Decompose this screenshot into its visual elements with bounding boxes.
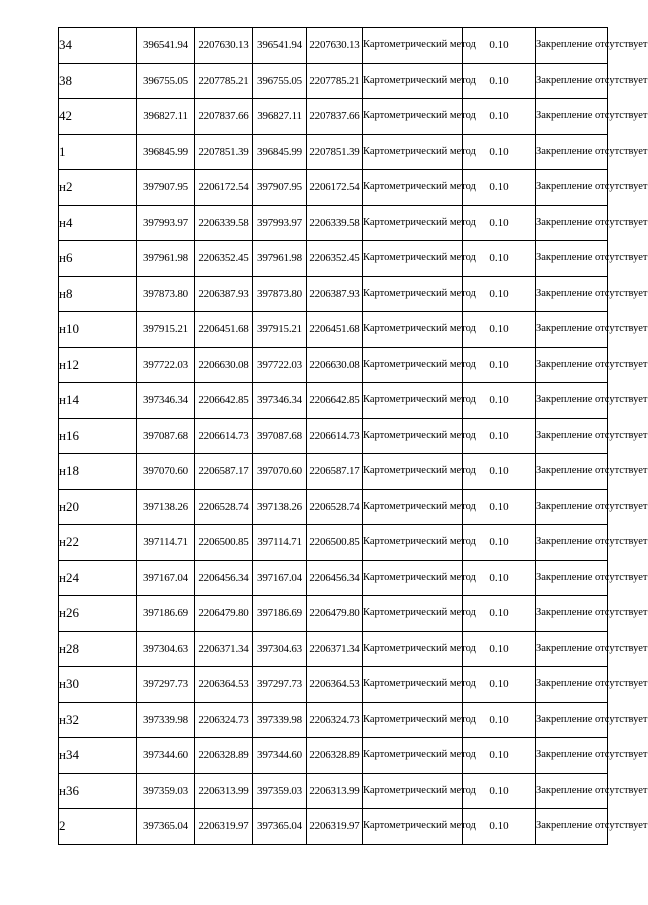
method-cell: Картометрический метод [363,205,463,241]
fixing-cell: Закрепление отсутствует [536,489,608,525]
table-body [59,28,648,845]
method-cell: Картометрический метод [363,773,463,809]
method-cell: Картометрический метод [363,489,463,525]
accuracy-cell: 0.10 [463,631,536,667]
fixing-cell: Закрепление отсутствует [536,596,608,632]
point-number-cell: н12 [59,347,137,383]
new-y-cell: 2206371.34 [307,631,363,667]
table-row [59,702,608,738]
existing-y-cell: 2206339.58 [195,205,253,241]
table-row [59,383,608,419]
new-y-cell: 2206172.54 [307,170,363,206]
existing-x-cell: 397722.03 [137,347,195,383]
new-x-cell: 397993.97 [253,205,307,241]
accuracy-cell: 0.10 [463,418,536,454]
point-number-cell: н34 [59,738,137,774]
fixing-cell: Закрепление отсутствует [536,63,608,99]
existing-y-cell: 2206587.17 [195,454,253,490]
method-cell: Картометрический метод [363,170,463,206]
new-x-cell: 397087.68 [253,418,307,454]
new-y-cell: 2206328.89 [307,738,363,774]
existing-x-cell: 397138.26 [137,489,195,525]
method-cell: Картометрический метод [363,454,463,490]
point-number-cell: 42 [59,99,137,135]
accuracy-cell: 0.10 [463,312,536,348]
point-number-cell: н26 [59,596,137,632]
method-cell: Картометрический метод [363,596,463,632]
method-cell: Картометрический метод [363,809,463,845]
new-y-cell: 2206614.73 [307,418,363,454]
existing-y-cell: 2207630.13 [195,28,253,64]
table-row [59,525,608,561]
existing-y-cell: 2206451.68 [195,312,253,348]
existing-x-cell: 396755.05 [137,63,195,99]
new-y-cell: 2207785.21 [307,63,363,99]
existing-x-cell: 397339.98 [137,702,195,738]
table-row [59,596,608,632]
point-number-cell: н10 [59,312,137,348]
fixing-cell: Закрепление отсутствует [536,28,608,64]
accuracy-cell: 0.10 [463,205,536,241]
point-number-cell: н4 [59,205,137,241]
new-y-cell: 2206387.93 [307,276,363,312]
existing-y-cell: 2206500.85 [195,525,253,561]
point-number-cell: н22 [59,525,137,561]
new-y-cell: 2207837.66 [307,99,363,135]
new-x-cell: 397138.26 [253,489,307,525]
new-x-cell: 397346.34 [253,383,307,419]
point-number-cell: н8 [59,276,137,312]
method-cell: Картометрический метод [363,702,463,738]
accuracy-cell: 0.10 [463,276,536,312]
method-cell: Картометрический метод [363,418,463,454]
point-number-cell: 1 [59,134,137,170]
accuracy-cell: 0.10 [463,525,536,561]
fixing-cell: Закрепление отсутствует [536,205,608,241]
new-x-cell: 397915.21 [253,312,307,348]
point-number-cell: н36 [59,773,137,809]
point-number-cell: н20 [59,489,137,525]
new-x-cell: 397961.98 [253,241,307,277]
new-x-cell: 397344.60 [253,738,307,774]
point-number-cell: н18 [59,454,137,490]
existing-y-cell: 2206479.80 [195,596,253,632]
existing-x-cell: 397915.21 [137,312,195,348]
existing-y-cell: 2206630.08 [195,347,253,383]
method-cell: Картометрический метод [363,276,463,312]
new-x-cell: 396541.94 [253,28,307,64]
fixing-cell: Закрепление отсутствует [536,560,608,596]
existing-x-cell: 397087.68 [137,418,195,454]
accuracy-cell: 0.10 [463,99,536,135]
existing-y-cell: 2206313.99 [195,773,253,809]
table-row [59,631,608,667]
point-number-cell: н6 [59,241,137,277]
point-number-cell: 2 [59,809,137,845]
new-x-cell: 397304.63 [253,631,307,667]
new-x-cell: 397339.98 [253,702,307,738]
new-x-cell: 397167.04 [253,560,307,596]
new-x-cell: 397359.03 [253,773,307,809]
new-x-cell: 396827.11 [253,99,307,135]
accuracy-cell: 0.10 [463,809,536,845]
new-y-cell: 2206364.53 [307,667,363,703]
existing-x-cell: 396845.99 [137,134,195,170]
existing-x-cell: 397186.69 [137,596,195,632]
accuracy-cell: 0.10 [463,241,536,277]
table-row [59,63,608,99]
accuracy-cell: 0.10 [463,134,536,170]
new-y-cell: 2206352.45 [307,241,363,277]
existing-y-cell: 2206371.34 [195,631,253,667]
fixing-cell: Закрепление отсутствует [536,134,608,170]
table-row [59,560,608,596]
accuracy-cell: 0.10 [463,454,536,490]
existing-y-cell: 2207785.21 [195,63,253,99]
existing-x-cell: 397907.95 [137,170,195,206]
existing-x-cell: 396541.94 [137,28,195,64]
fixing-cell: Закрепление отсутствует [536,525,608,561]
point-number-cell: н24 [59,560,137,596]
method-cell: Картометрический метод [363,738,463,774]
table-row [59,773,608,809]
new-y-cell: 2206528.74 [307,489,363,525]
fixing-cell: Закрепление отсутствует [536,241,608,277]
table-row [59,418,608,454]
new-y-cell: 2206451.68 [307,312,363,348]
existing-x-cell: 397365.04 [137,809,195,845]
existing-y-cell: 2206172.54 [195,170,253,206]
fixing-cell: Закрепление отсутствует [536,418,608,454]
point-number-cell: 38 [59,63,137,99]
accuracy-cell: 0.10 [463,773,536,809]
new-y-cell: 2206500.85 [307,525,363,561]
fixing-cell: Закрепление отсутствует [536,702,608,738]
fixing-cell: Закрепление отсутствует [536,738,608,774]
existing-x-cell: 397346.34 [137,383,195,419]
table-row [59,738,608,774]
accuracy-cell: 0.10 [463,28,536,64]
point-number-cell: н28 [59,631,137,667]
fixing-cell: Закрепление отсутствует [536,631,608,667]
fixing-cell: Закрепление отсутствует [536,667,608,703]
method-cell: Картометрический метод [363,525,463,561]
accuracy-cell: 0.10 [463,347,536,383]
new-x-cell: 397365.04 [253,809,307,845]
method-cell: Картометрический метод [363,63,463,99]
method-cell: Картометрический метод [363,28,463,64]
point-number-cell: н32 [59,702,137,738]
existing-y-cell: 2206642.85 [195,383,253,419]
new-y-cell: 2206456.34 [307,560,363,596]
table-row [59,347,608,383]
existing-x-cell: 397167.04 [137,560,195,596]
method-cell: Картометрический метод [363,383,463,419]
accuracy-cell: 0.10 [463,63,536,99]
table-row [59,454,608,490]
accuracy-cell: 0.10 [463,383,536,419]
accuracy-cell: 0.10 [463,702,536,738]
fixing-cell: Закрепление отсутствует [536,170,608,206]
existing-y-cell: 2206324.73 [195,702,253,738]
method-cell: Картометрический метод [363,99,463,135]
new-x-cell: 397186.69 [253,596,307,632]
existing-y-cell: 2206328.89 [195,738,253,774]
existing-y-cell: 2206352.45 [195,241,253,277]
fixing-cell: Закрепление отсутствует [536,809,608,845]
table-row [59,809,608,845]
fixing-cell: Закрепление отсутствует [536,276,608,312]
existing-y-cell: 2206456.34 [195,560,253,596]
new-x-cell: 397907.95 [253,170,307,206]
existing-y-cell: 2206614.73 [195,418,253,454]
table-row [59,28,608,64]
existing-x-cell: 397297.73 [137,667,195,703]
existing-y-cell: 2206387.93 [195,276,253,312]
new-y-cell: 2206324.73 [307,702,363,738]
accuracy-cell: 0.10 [463,560,536,596]
coordinates-table [58,27,648,845]
existing-y-cell: 2207837.66 [195,99,253,135]
table-row [59,134,608,170]
new-y-cell: 2206313.99 [307,773,363,809]
method-cell: Картометрический метод [363,347,463,383]
new-y-cell: 2207851.39 [307,134,363,170]
existing-y-cell: 2206528.74 [195,489,253,525]
existing-x-cell: 397993.97 [137,205,195,241]
fixing-cell: Закрепление отсутствует [536,383,608,419]
existing-x-cell: 397304.63 [137,631,195,667]
point-number-cell: н16 [59,418,137,454]
table-row [59,312,608,348]
table-row [59,99,608,135]
new-y-cell: 2206339.58 [307,205,363,241]
existing-x-cell: 397344.60 [137,738,195,774]
method-cell: Картометрический метод [363,312,463,348]
new-x-cell: 397722.03 [253,347,307,383]
point-number-cell: н2 [59,170,137,206]
accuracy-cell: 0.10 [463,738,536,774]
new-y-cell: 2206630.08 [307,347,363,383]
new-x-cell: 397873.80 [253,276,307,312]
method-cell: Картометрический метод [363,241,463,277]
existing-y-cell: 2206319.97 [195,809,253,845]
point-number-cell: н14 [59,383,137,419]
existing-x-cell: 397961.98 [137,241,195,277]
new-y-cell: 2206319.97 [307,809,363,845]
existing-y-cell: 2207851.39 [195,134,253,170]
existing-x-cell: 397359.03 [137,773,195,809]
fixing-cell: Закрепление отсутствует [536,312,608,348]
accuracy-cell: 0.10 [463,170,536,206]
table-row [59,241,608,277]
new-y-cell: 2206587.17 [307,454,363,490]
new-x-cell: 397297.73 [253,667,307,703]
new-y-cell: 2206642.85 [307,383,363,419]
existing-x-cell: 397114.71 [137,525,195,561]
new-x-cell: 396755.05 [253,63,307,99]
method-cell: Картометрический метод [363,560,463,596]
point-number-cell: 34 [59,28,137,64]
table-row [59,667,608,703]
method-cell: Картометрический метод [363,667,463,703]
table-row [59,489,608,525]
accuracy-cell: 0.10 [463,489,536,525]
new-y-cell: 2206479.80 [307,596,363,632]
accuracy-cell: 0.10 [463,596,536,632]
existing-x-cell: 397873.80 [137,276,195,312]
new-x-cell: 397114.71 [253,525,307,561]
method-cell: Картометрический метод [363,134,463,170]
new-x-cell: 396845.99 [253,134,307,170]
table-row [59,170,608,206]
new-y-cell: 2207630.13 [307,28,363,64]
method-cell: Картометрический метод [363,631,463,667]
table-row [59,205,608,241]
fixing-cell: Закрепление отсутствует [536,99,608,135]
new-x-cell: 397070.60 [253,454,307,490]
accuracy-cell: 0.10 [463,667,536,703]
existing-x-cell: 397070.60 [137,454,195,490]
fixing-cell: Закрепление отсутствует [536,773,608,809]
existing-x-cell: 396827.11 [137,99,195,135]
table-row [59,276,608,312]
point-number-cell: н30 [59,667,137,703]
fixing-cell: Закрепление отсутствует [536,454,608,490]
existing-y-cell: 2206364.53 [195,667,253,703]
fixing-cell: Закрепление отсутствует [536,347,608,383]
